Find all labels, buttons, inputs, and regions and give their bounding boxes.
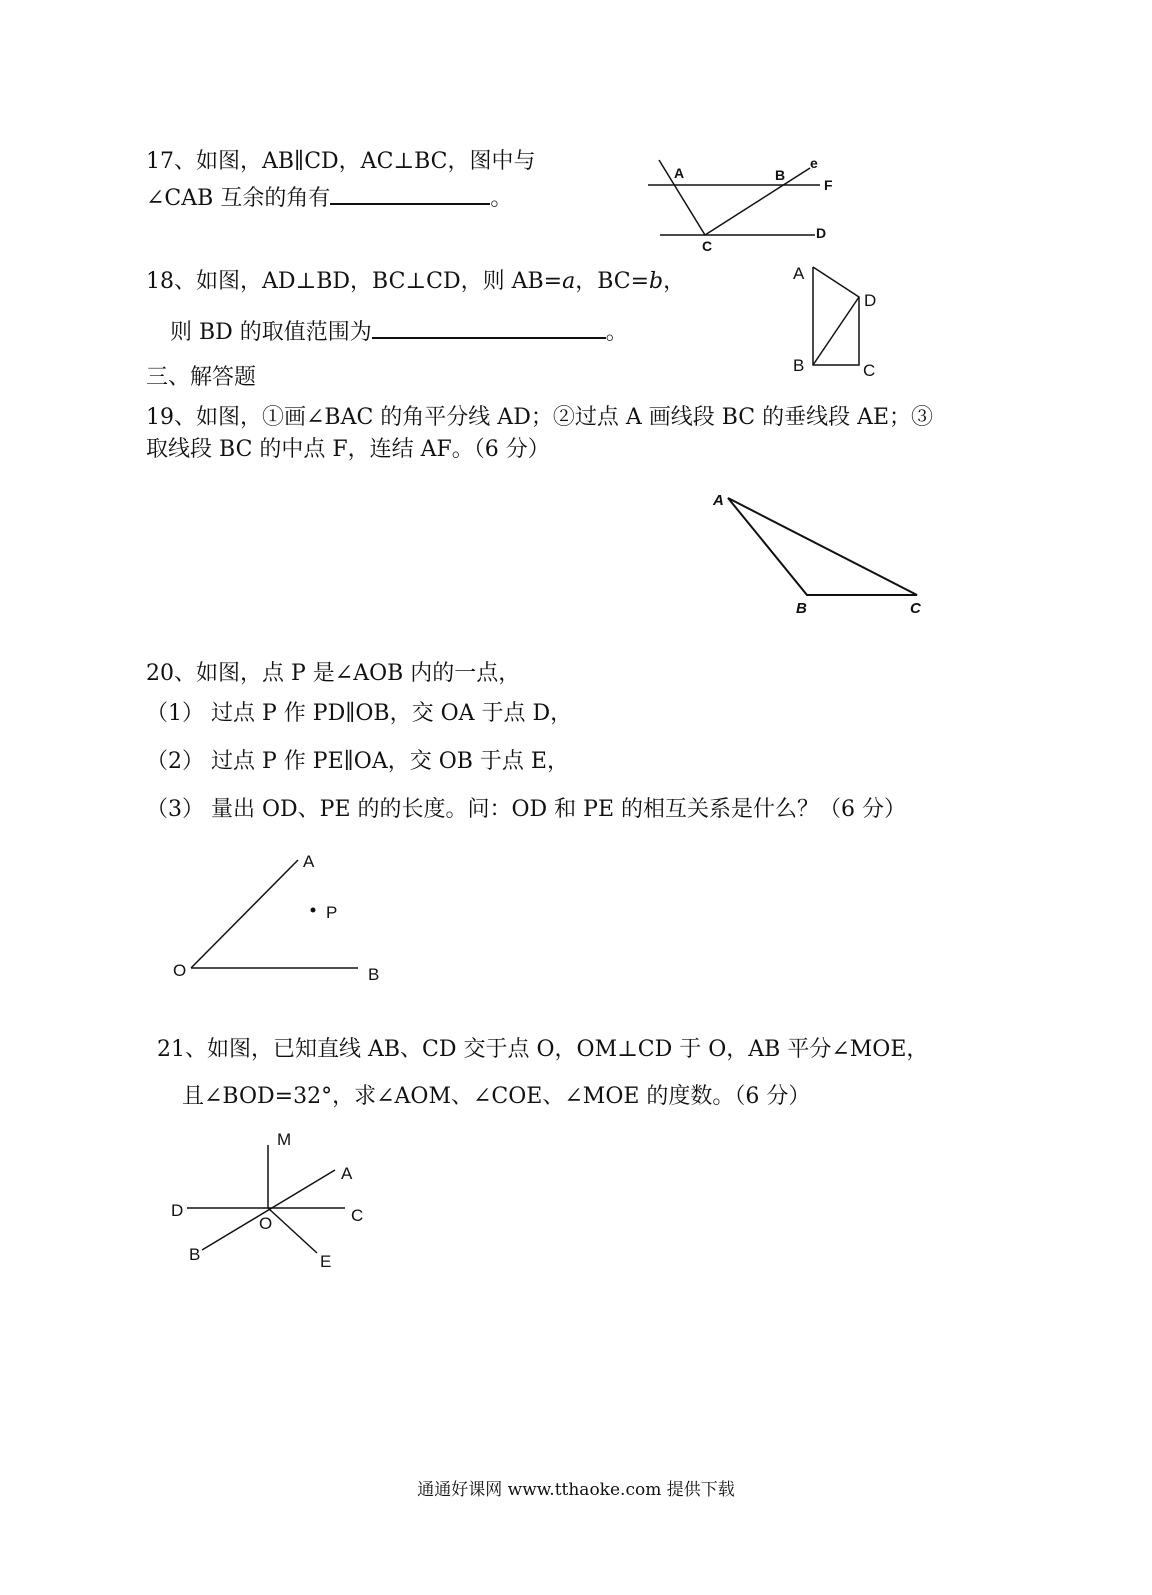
q19-label-b: B [796, 600, 807, 617]
q20-line4: （3） 量出 OD、PE 的的长度。问：OD 和 PE 的相互关系是什么？（6 分） [146, 797, 907, 822]
q20-line3: （2） 过点 P 作 PE∥OA，交 OB 于点 E， [146, 749, 569, 774]
q18-line2 [170, 315, 628, 348]
q21-label-b: B [189, 1245, 201, 1264]
q18-figure [785, 255, 895, 385]
q18-label-b: B [793, 356, 805, 375]
q18-label-d: D [864, 291, 877, 310]
q18-line1-text: 18、如图，AD⊥BD，BC⊥CD，则 AB= [146, 269, 563, 294]
q18-label-c: C [863, 361, 876, 380]
q17-line1: 17、如图，AB∥CD，AC⊥BC，图中与 [146, 149, 536, 174]
q18-var-a: a [562, 269, 576, 294]
q21-line2: 且∠BOD=32°，求∠AOM、∠COE、∠MOE 的度数。（6 分） [182, 1084, 811, 1109]
q21-label-c: C [351, 1206, 364, 1225]
q21-figure [165, 1125, 385, 1280]
q18-label-a: A [793, 264, 805, 283]
q18-line1 [146, 267, 685, 297]
q21-label-o: O [259, 1214, 273, 1233]
q20-point-p [311, 908, 316, 913]
q21-label-m: M [277, 1130, 292, 1149]
q18-var-b: b [649, 269, 664, 294]
q20-figure [165, 845, 395, 995]
q21-line1: 21、如图，已知直线 AB、CD 交于点 O，OM⊥CD 于 O，AB 平分∠MOE， [157, 1037, 929, 1062]
footer-text: 通通好课网 www.tthaoke.com 提供下载 [417, 1480, 735, 1500]
q17-label-b: B [775, 167, 786, 183]
q17-label-c: C [702, 238, 713, 254]
q18-line2-end: 。 [605, 320, 628, 345]
q17-label-d: D [816, 225, 827, 241]
q17-line2-end: 。 [490, 186, 513, 211]
q18-line1-mid: ，BC= [575, 269, 650, 294]
q20-label-a: A [303, 852, 315, 871]
q17-line2 [146, 181, 512, 214]
q18-line2-text: 则 BD 的取值范围为 [170, 320, 372, 345]
q17-answer-blank[interactable] [330, 181, 490, 205]
q18-answer-blank[interactable] [372, 315, 606, 339]
q17-label-a: A [674, 165, 685, 181]
q20-line2: （1） 过点 P 作 PD∥OB，交 OA 于点 D， [146, 701, 573, 726]
q17-line2-text: ∠CAB 互余的角有 [146, 186, 331, 211]
q20-label-b: B [368, 965, 380, 984]
q20-label-p: P [326, 903, 338, 922]
q21-label-a: A [341, 1164, 353, 1183]
q21-label-d: D [171, 1201, 184, 1220]
q20-line1: 20、如图，点 P 是∠AOB 内的一点， [146, 661, 521, 686]
q19-label-c: C [910, 600, 921, 617]
q19-figure [705, 485, 945, 625]
q17-label-f: F [824, 177, 833, 193]
q17-label-e: e [810, 155, 818, 171]
q19-line2: 取线段 BC 的中点 F，连结 AF。（6 分） [146, 437, 550, 462]
q17-figure [640, 150, 850, 260]
q19-label-a: A [713, 492, 724, 509]
q21-label-e: E [320, 1252, 332, 1271]
q20-label-o: O [173, 961, 187, 980]
section3-title: 三、解答题 [146, 365, 257, 390]
q18-line1-end: ， [663, 269, 686, 294]
q19-line1: 19、如图，①画∠BAC 的角平分线 AD；②过点 A 画线段 BC 的垂线段 AE；③ [146, 405, 934, 430]
